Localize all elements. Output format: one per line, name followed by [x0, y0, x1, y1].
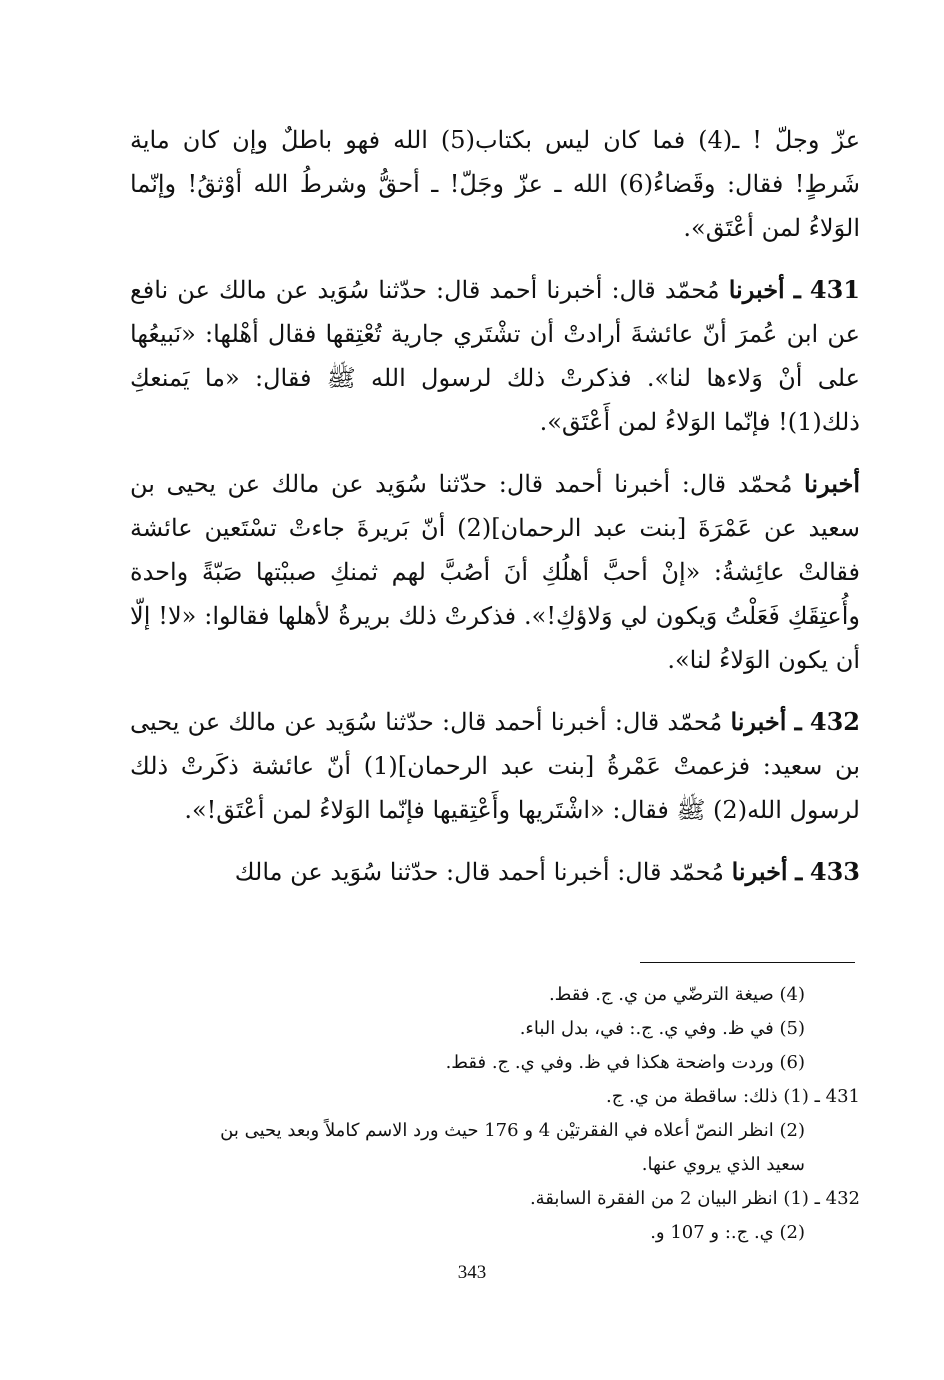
- dash: ـ: [795, 857, 803, 886]
- footnote-group-431: 431 ـ (1) ذلك: ساقطة من ي. ج.: [605, 1086, 860, 1107]
- paragraph-continuation: [130, 118, 860, 250]
- footnote-item: (5) في ظ. وفي ي. ج.: في، بدل الباء.: [519, 1018, 805, 1039]
- paragraph-lead: أخبرنا: [731, 857, 788, 886]
- paragraph-lead: أخبرنا: [728, 275, 785, 304]
- paragraph-text: عزّ وجلّ ! ـ(4) فما كان ليس بكتاب(5) الله فهو باطلٌ وإن كان ماية شَرطٍ! فقال: وقَضاءُ(6) الله ـ عزّ وجَلّ! ـ أحقُّ وشرطُ الله أوْثقُ! وإنّما الوَلاءُ لمن أعْتَق».: [130, 126, 861, 242]
- footnotes: [130, 978, 860, 1250]
- dash: ـ: [793, 275, 801, 304]
- footnote-group-432: 432 ـ (1) انظر البيان 2 من الفقرة السابقة.: [529, 1188, 860, 1209]
- paragraph-number: 432: [809, 707, 860, 736]
- dash: ـ: [794, 707, 802, 736]
- footnote-divider: [640, 962, 855, 963]
- paragraph-432: [130, 700, 860, 832]
- paragraph-433: [130, 850, 860, 894]
- footnote-item: (2) ي. ج.: و 107 و.: [650, 1222, 805, 1243]
- paragraph-lead: أخبرنا: [804, 469, 860, 498]
- page-number: 343: [457, 1262, 487, 1283]
- paragraph-lead: أخبرنا: [730, 707, 787, 736]
- paragraph-431: [130, 268, 860, 444]
- paragraph-text: مُحمّد قال: أخبرنا أحمد قال: حدّثنا سُوَيد عن مالك: [234, 858, 732, 886]
- paragraph-number: 431: [809, 275, 860, 304]
- footnote-item: (4) صيغة الترضّي من ي. ج. فقط.: [548, 984, 805, 1005]
- paragraph-number: 433: [809, 857, 860, 886]
- paragraph-text: مُحمّد قال: أخبرنا أحمد قال: حدّثنا سُوَيد عن مالك عن يحيى بن سعيد: فزعمتْ عَمْرةُ [بنت عبد الرحمان](1) أنّ عائشة ذكَرتْ ذلك لرسول الله(2) ﷺ فقال: «اشْتَريها وأَعْتِقيها فإنّما الوَلاءُ لمن أعْتَق!».: [130, 708, 860, 824]
- paragraph-unnumbered: [130, 462, 860, 682]
- footnote-item: (6) وردت واضحة هكذا في ظ. وفي ي. ج. فقط.: [445, 1052, 805, 1073]
- paragraph-text: مُحمّد قال: أخبرنا أحمد قال: حدّثنا سُوَيد عن مالك عن يحيى بن سعيد عن عَمْرَةَ [بنت عبد الرحمان](2) أنّ بَريرةَ جاءتْ تسْتَعين عائشة فقالتْ عائِشةُ: «إنْ أحبَّ أهلُكِ أنَ أصُبَّ لهم ثمنكِ صببْتها صَبّةً واحدة وأُعتِقَكِ فَعَلْتُ وَيكون لي وَلاؤكِ!». فذكرتْ ذلك بريرةُ لأهلها فقالوا: «لا! إلّا أن يكون الوَلاءُ لنا».: [130, 470, 860, 674]
- footnote-continuation: سعيد الذي يروي عنها.: [641, 1154, 805, 1175]
- footnote-item: (2) انظر النصّ أعلاه في الفقرتيْن 4 و 176 حيث ورد الاسم كاملاً وبعد يحيى بن: [220, 1120, 805, 1141]
- paragraph-text: مُحمّد قال: أخبرنا أحمد قال: حدّثنا سُوَيد عن مالك عن نافع عن ابن عُمرَ أنّ عائشةَ أرادتْ أن تشْتَري جارية تُعْتِقها فقال أهْلها: «نَبيعُها على أنْ وَلاءها لنا». فذكرتْ ذلك لرسول الله ﷺ فقال: «ما يَمنعكِ ذلك(1)! فإنّما الوَلاءُ لمن أَعْتَق».: [130, 276, 860, 436]
- main-text-body: [130, 118, 860, 912]
